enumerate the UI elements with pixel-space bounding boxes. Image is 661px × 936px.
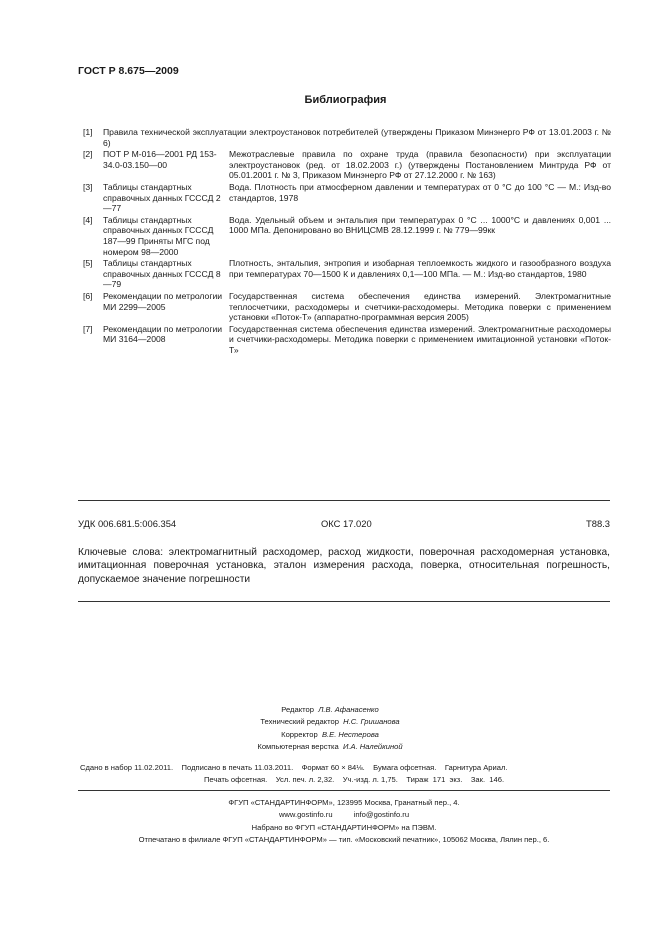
divider-print xyxy=(78,790,610,791)
credit-role: Компьютерная верстка xyxy=(257,742,339,752)
credits-block xyxy=(170,704,490,754)
credit-role: Технический редактор xyxy=(260,717,339,727)
credit-role: Редактор xyxy=(281,705,314,714)
item-description: Межотраслевые правила по охране труда (правила безопасности) при эксплуатации электроустановок (ред. от 18.02.2003 г.) (утверждены Постановлением Минтруда РФ от 05.01.2001 г. № 3, Приказом Минэнерго РФ от 27.12.2000 г. № 163) xyxy=(229,149,611,181)
item-source: Таблицы стандартных справочных данных ГССCД 2—77 xyxy=(103,181,221,214)
credit-row xyxy=(170,741,490,753)
item-number: [1] xyxy=(83,127,93,137)
bibliography-item xyxy=(83,149,611,181)
credit-row xyxy=(170,716,490,728)
print-info xyxy=(80,762,616,786)
publisher-line: ФГУП «СТАНДАРТИНФОРМ», 123995 Москва, Гранатный пер., 4. xyxy=(228,798,460,807)
item-number: [3] xyxy=(83,181,93,192)
item-source: Рекомендации по метрологии МИ 3164—2008 xyxy=(103,323,223,345)
keywords: Ключевые слова: электромагнитный расходомер, расход жидкости, поверочная расходомерная установка, имитационная поверочная установка, эталон измерения расхода, поверка, относительная погрешность, допускаемое значение погрешности xyxy=(78,547,610,585)
item-source: Таблицы стандартных справочных данных ГССCД 8—79 xyxy=(103,258,221,290)
bibliography-list xyxy=(83,127,611,356)
print-info-line: Печать офсетная. Усл. печ. л. 2,32. Уч.-изд. л. 1,75. Тираж 171 экз. Зак. 146. xyxy=(203,775,505,784)
item-number: [7] xyxy=(83,323,93,334)
credit-name: Н.С. Гришанова xyxy=(343,717,400,727)
item-description: Вода. Удельный объем и энтальпия при температурах 0 °С ... 1000°С и давлениях 0,001 ... 1000 МПа. Депонировано во ВНИЦСМВ 28.12.1999 г. № 779—99кк xyxy=(229,214,611,236)
publisher-block xyxy=(78,797,610,846)
print-info-line: Сдано в набор 11.02.2011. Подписано в печать 11.03.2011. Формат 60 × 84⅛. Бумага офсетная. Гарнитура Ариал. xyxy=(80,763,508,772)
divider-top xyxy=(78,500,610,501)
bibliography-item xyxy=(83,127,611,148)
item-source: ПОТ Р М-016—2001 РД 153-34.0-03.150—00 xyxy=(103,149,217,170)
publisher-web: www.gostinfo.ru info@gostinfo.ru xyxy=(278,810,410,820)
item-description: Государственная система обеспечения единства измерений. Электромагнитные расходомеры и счетчики-расходомеры. Методика поверки с применением имитационной установки «Поток-Т» xyxy=(229,323,611,355)
divider-bottom xyxy=(78,601,610,602)
credit-name: В.Е. Нестерова xyxy=(321,729,379,739)
publisher-line: Отпечатано в филиале ФГУП «СТАНДАРТИНФОРМ» — тип. «Московский печатник», 105062 Москва, Лялин пер., 6. xyxy=(138,834,550,844)
item-description: Вода. Плотность при атмосферном давлении и температурах от 0 °С до 100 °С — М.: Изд-во стандартов, 1978 xyxy=(229,181,611,203)
item-description: Плотность, энтальпия, энтропия и изобарная теплоемкость жидкого и газообразного воздуха при температурах 70—1500 К и давлениях 0,1—100 МПа. — М.: Изд-во стандартов, 1980 xyxy=(229,258,611,279)
credit-name: И.А. Налейкиной xyxy=(342,742,403,752)
item-number: [6] xyxy=(83,290,93,301)
item-number: [2] xyxy=(83,149,93,160)
bibliography-item xyxy=(83,324,611,356)
udk-code: УДК 006.681.5:006.354 xyxy=(78,518,177,529)
item-number: [4] xyxy=(83,214,93,225)
bibliography-item xyxy=(83,291,611,323)
credit-name: Л.В. Афанасенко xyxy=(318,705,379,714)
publisher-line: Набрано во ФГУП «СТАНДАРТИНФОРМ» на ПЭВМ. xyxy=(251,822,437,832)
item-source: Рекомендации по метрологии МИ 2299—2005 xyxy=(103,290,223,312)
doc-code-header: ГОСТ Р 8.675—2009 xyxy=(78,65,179,77)
item-description: Правила технической эксплуатации электроустановок потребителей (утверждены Приказом Минэнерго РФ от 13.01.2003 г. № 6) xyxy=(103,127,611,148)
credit-row xyxy=(170,729,490,741)
credit-row xyxy=(170,704,490,716)
bibliography-item xyxy=(83,182,611,214)
item-number: [5] xyxy=(83,258,93,269)
bibliography-title: Библиография xyxy=(304,94,387,106)
group-code: Т88.3 xyxy=(586,518,610,529)
oks-code: ОКС 17.020 xyxy=(321,518,372,529)
item-source: Таблицы стандартных справочных данных ГССCД 187—99 Приняты МГС под номером 98—2000 xyxy=(103,214,214,257)
bibliography-item xyxy=(83,215,611,257)
credit-role: Корректор xyxy=(281,729,318,739)
item-description: Государственная система обеспечения единства измерений. Электромагнитные теплосчетчики, расходомеры и счетчики-расходомеры. Методика поверки с применением установки «Поток-Т» (аппаратно-программная версия 2005) xyxy=(229,290,611,323)
bibliography-item xyxy=(83,258,611,290)
